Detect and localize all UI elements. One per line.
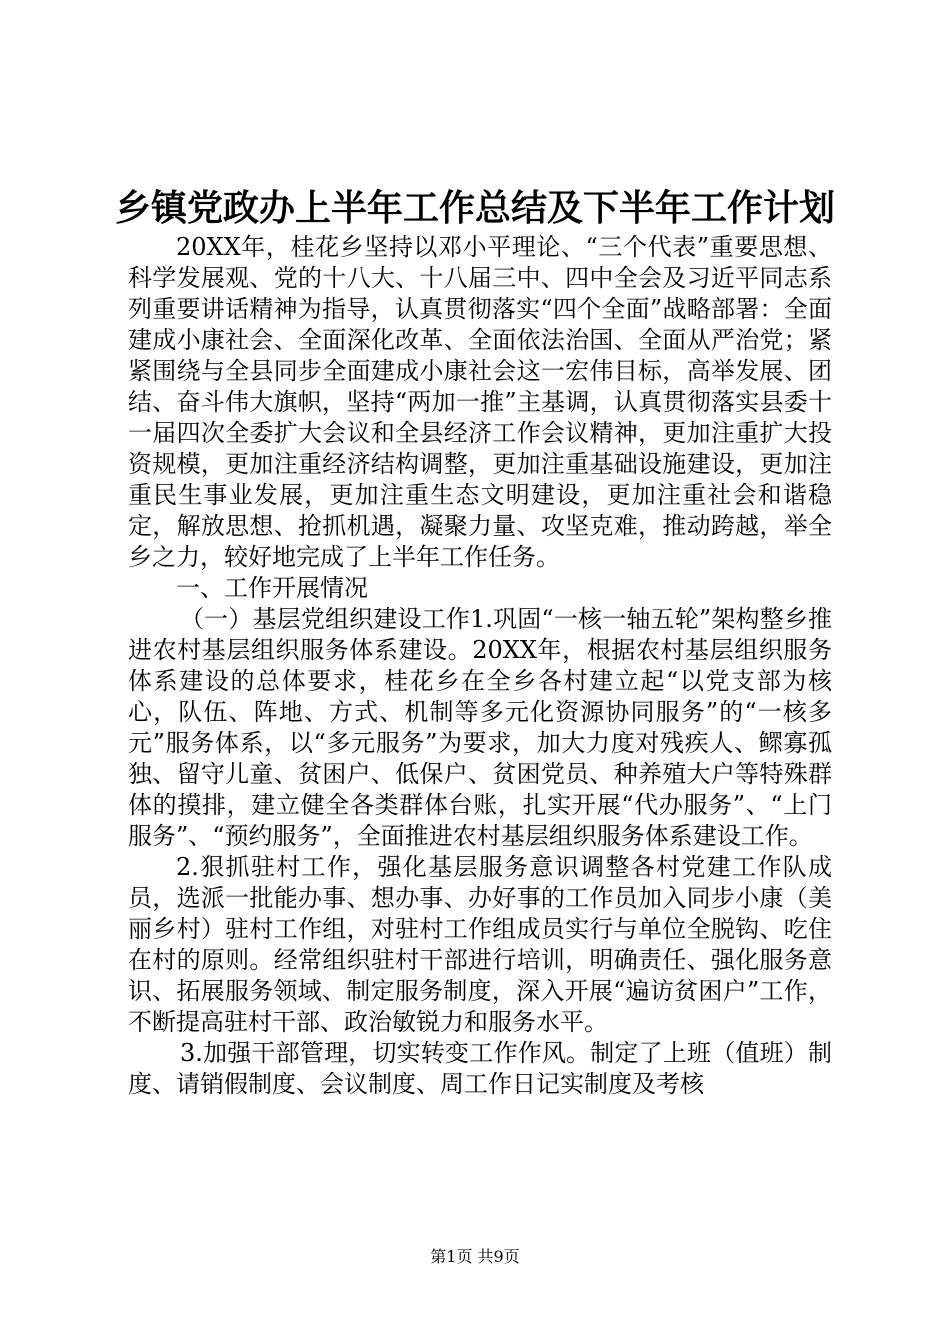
paragraph-item-3: 3.加强干部管理，切实转变工作作风。制定了上班（值班）制度、请销假制度、会议制度、周工作日记实制度及考核 bbox=[128, 1039, 832, 1098]
document-title: 乡镇党政办上半年工作总结及下半年工作计划 bbox=[114, 187, 835, 229]
paragraph-intro: 20XX年，桂花乡坚持以邓小平理论、“三个代表”重要思想、科学发展观、党的十八大、十八届三中、四中全会及习近平同志系列重要讲话精神为指导，认真贯彻落实“四个全面”战略部署：全面建成小康社会、全面深化改革、全面依法治国、全面从严治党；紧紧围绕与全县同步全面建成小康社会这一宏伟目标，高举发展、团结、奋斗伟大旗帜，坚持“两加一推”主基调，认真贯彻落实县委十一届四次全委扩大会议和全县经济工作会议精神，更加注重扩大投资规模，更加注重经济结构调整，更加注重基础设施建设，更加注重民生事业发展，更加注重生态文明建设，更加注重社会和谐稳定，解放思想、抢抓机遇，凝聚力量、攻坚克难，推动跨越，举全乡之力，较好地完成了上半年工作任务。 bbox=[128, 233, 832, 571]
section-heading: 一、工作开展情况 bbox=[176, 574, 368, 602]
paragraph-section-1: （一）基层党组织建设工作1.巩固“一核一轴五轮”架构整乡推进农村基层组织服务体系建设。20XX年，根据农村基层组织服务体系建设的总体要求，桂花乡在全乡各村建立起“以党支部为核心，队伍、阵地、方式、机制等多元化资源协同服务”的“一核多元”服务体系，以“多元服务”为要求，加大力度对残疾人、鳏寡孤独、留守儿童、贫困户、低保户、贫困党员、种养殖大户等特殊群体的摸排，建立健全各类群体台账，扎实开展“代办服务”、“上门服务”、“预约服务”，全面推进农村基层组织服务体系建设工作。 bbox=[128, 605, 832, 850]
page-footer: 第1页 共9页 bbox=[430, 1247, 520, 1266]
paragraph-item-2: 2.狠抓驻村工作，强化基层服务意识调整各村党建工作队成员，选派一批能办事、想办事、办好事的工作员加入同步小康（美丽乡村）驻村工作组，对驻村工作组成员实行与单位全脱钩、吃住在村的原则。经常组织驻村干部进行培训，明确责任、强化服务意识、拓展服务领域、制定服务制度，深入开展“遍访贫困户”工作，不断提高驻村干部、政治敏锐力和服务水平。 bbox=[128, 853, 832, 1036]
document-body bbox=[128, 232, 832, 1100]
